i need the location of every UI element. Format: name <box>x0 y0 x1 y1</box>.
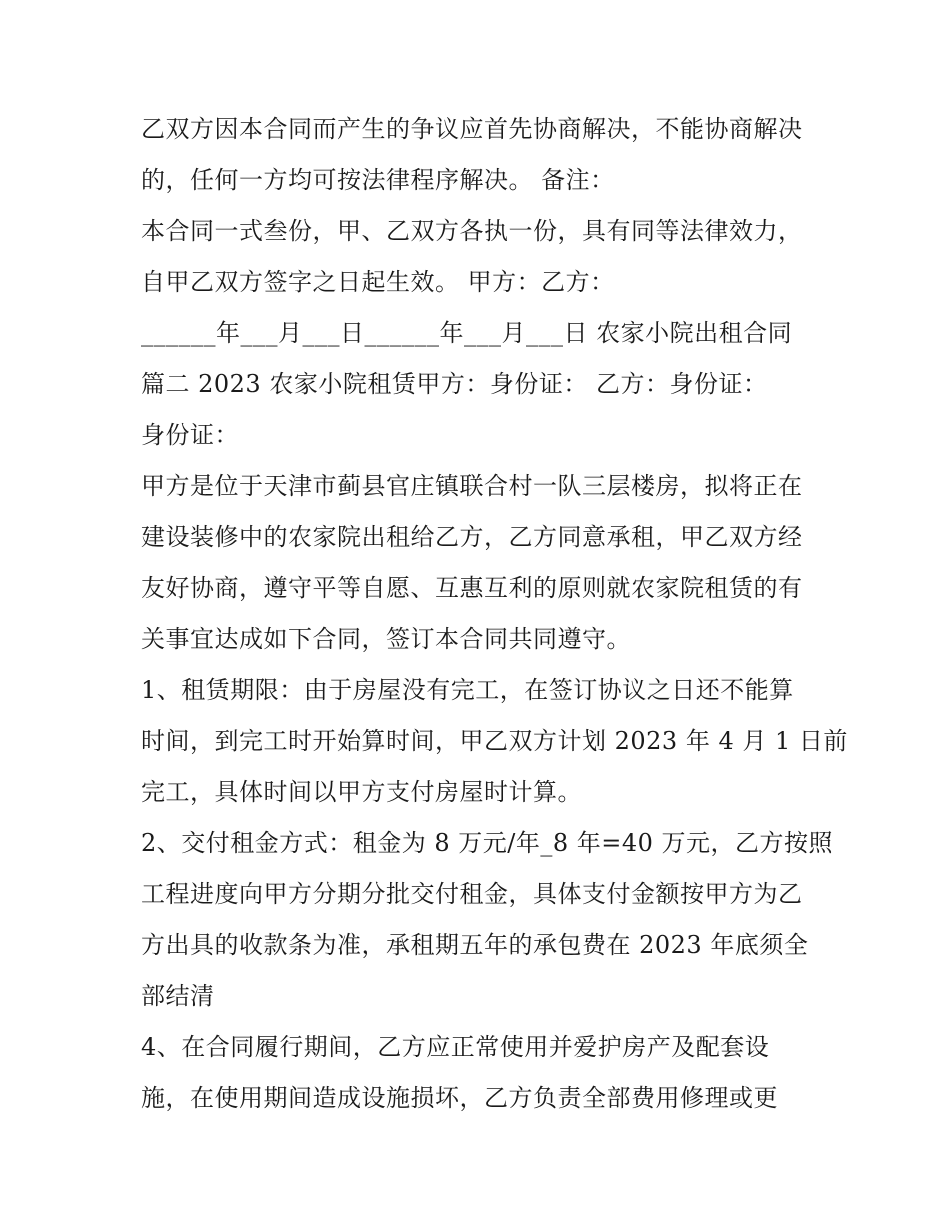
text-line: 关事宜达成如下合同，签订本合同共同遵守。 <box>141 625 631 653</box>
text-line: 建设装修中的农家院出租给乙方，乙方同意承租，甲乙双方经 <box>141 523 803 551</box>
text-line: 的，任何一方均可按法律程序解决。 备注： <box>141 166 615 194</box>
text-line: 工程进度向甲方分期分批交付租金，具体支付金额按甲方为乙 <box>141 880 803 908</box>
text-line: 4、在合同履行期间，乙方应正常使用并爱护房产及配套设 <box>141 1033 770 1061</box>
text-line: 施，在使用期间造成设施损坏，乙方负责全部费用修理或更 <box>141 1084 778 1112</box>
text-line: 乙双方因本合同而产生的争议应首先协商解决，不能协商解决 <box>141 115 803 143</box>
text-line: 本合同一式叁份，甲、乙双方各执一份，具有同等法律效力， <box>141 217 803 245</box>
text-line: 身份证： <box>141 421 239 449</box>
text-line: 友好协商，遵守平等自愿、互惠互利的原则就农家院租赁的有 <box>141 574 803 602</box>
text-line: 篇二 2023 农家小院租赁甲方：身份证： 乙方：身份证： <box>141 370 768 398</box>
text-line: 甲方是位于天津市蓟县官庄镇联合村一队三层楼房，拟将正在 <box>141 472 803 500</box>
text-line: 自甲乙双方签字之日起生效。 甲方：乙方： <box>141 268 615 296</box>
text-line: 方出具的收款条为准，承租期五年的承包费在 2023 年底须全 <box>141 931 809 959</box>
text-line: 完工，具体时间以甲方支付房屋时计算。 <box>141 778 582 806</box>
text-line: 1、租赁期限：由于房屋没有完工，在签订协议之日还不能算 <box>141 676 794 704</box>
text-line: 2、交付租金方式：租金为 8 万元/年_8 年=40 万元，乙方按照 <box>141 829 834 857</box>
text-line: 部结清 <box>141 982 215 1010</box>
text-line: 时间，到完工时开始算时间，甲乙双方计划 2023 年 4 月 1 日前 <box>141 727 848 755</box>
text-line: ______年___月___日______年___月___日 农家小院出租合同 <box>141 319 793 347</box>
contract-text <box>141 104 848 1124</box>
